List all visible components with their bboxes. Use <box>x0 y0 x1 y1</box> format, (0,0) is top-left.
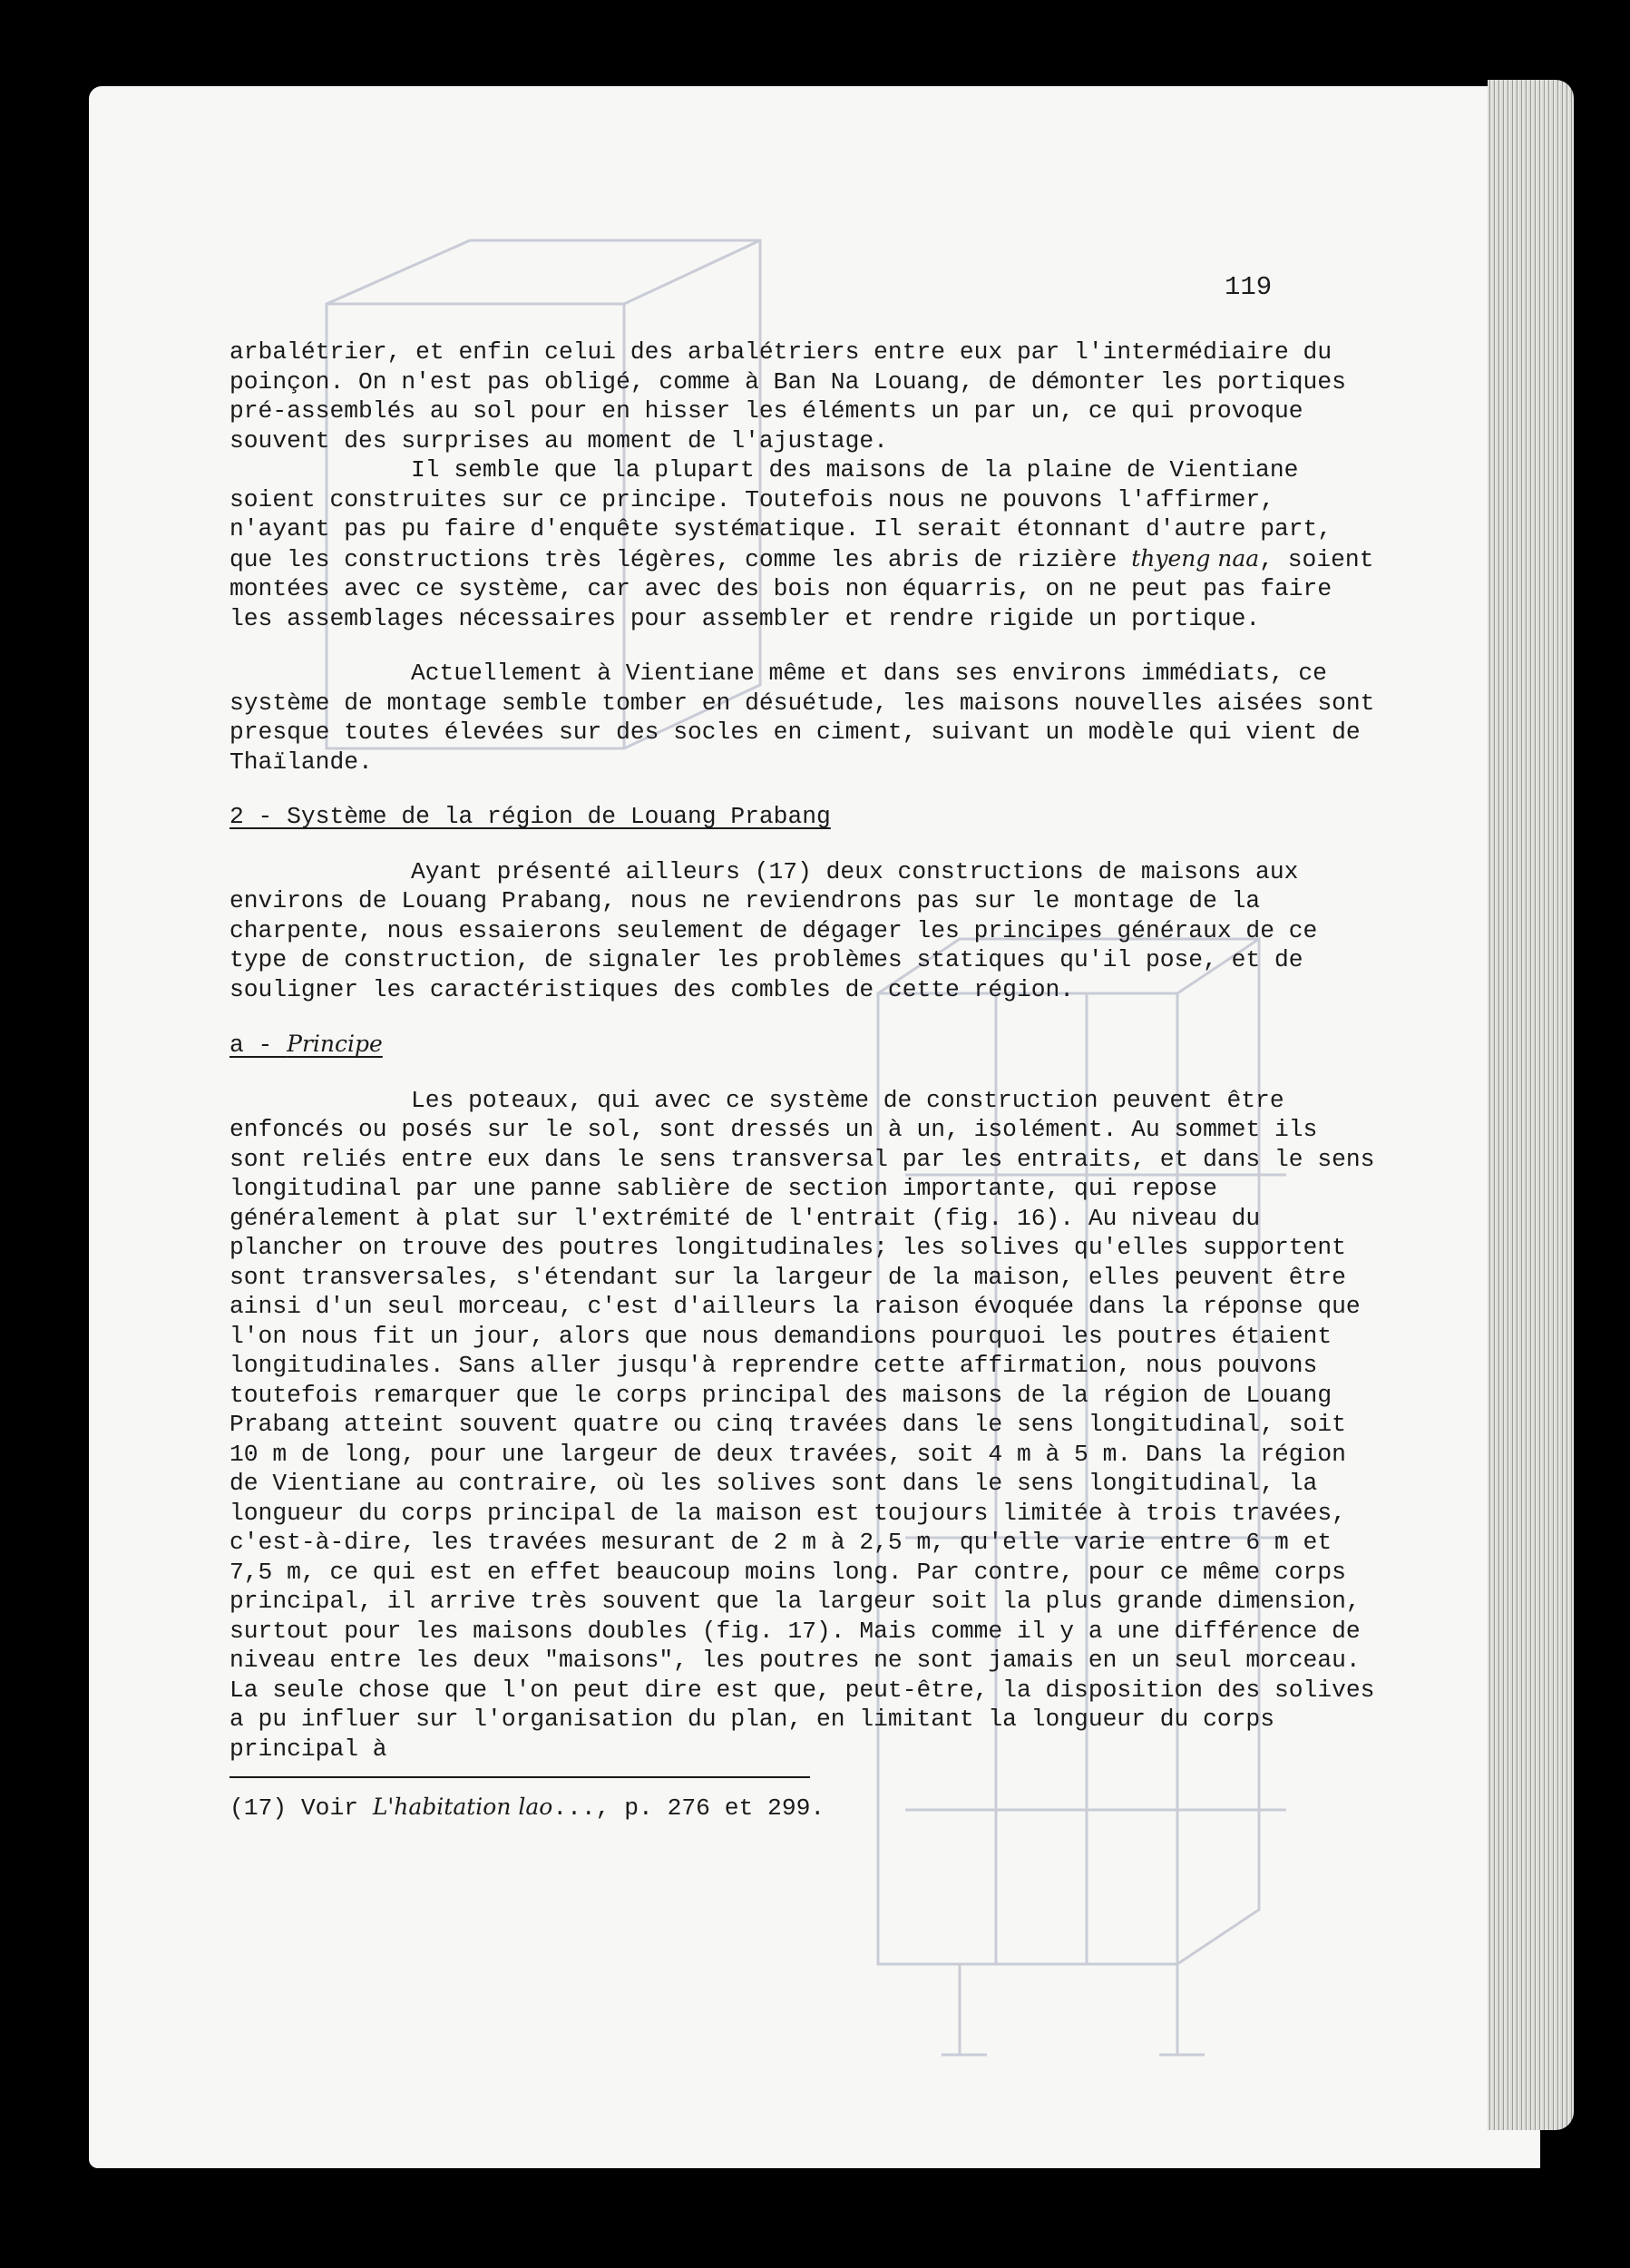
page-number: 119 <box>1225 272 1273 302</box>
subsection-title: Principe <box>287 1031 383 1057</box>
section-heading-2: 2 - Système de la région de Louang Prabang <box>229 803 831 830</box>
paragraph-1: arbalétrier, et enfin celui des arbalétriers entre eux par l'intermédiaire du poinçon. On n'est pas obligé, comme à Ban Na Louang, de démonter les portiques pré-assemblés au sol pour en hisser les éléments un par un, ce qui provoque souvent des surprises au moment de l'ajustage. <box>229 338 1346 455</box>
body-text <box>229 337 1381 1823</box>
footnote-prefix: (17) Voir <box>229 1794 373 1822</box>
subsection-prefix: a - <box>229 1031 288 1059</box>
term-thyeng-naa: thyeng naa <box>1131 544 1260 572</box>
paragraph-2 <box>229 455 1381 633</box>
paragraph-5: Les poteaux, qui avec ce système de construction peuvent être enfoncés ou posés sur le sol, sont dressés un à un, isolément. Au sommet ils sont reliés entre eux dans le sens transversal par les entraits, et dans le sens longitudinal par une panne sablière de section importante, qui repose généralement à plat sur l'extrémité de l'entrait (fig. 16). Au niveau du plancher on trouve des poutres longitudinales; les solives qu'elles supportent sont transversales, s'étendant sur la largeur de la maison, elles peuvent être ainsi d'un seul morceau, c'est d'ailleurs la raison évoquée dans la réponse que l'on nous fit un jour, alors que nous demandions pourquoi les poutres étaient longitudinales. Sans aller jusqu'à reprendre cette affirmation, nous pouvons toutefois remarquer que le corps principal des maisons de la région de Louang Prabang atteint souvent quatre ou cinq travées dans le sens longitudinal, soit 10 m de long, pour une largeur de deux travées, soit 4 m à 5 m. Dans la région de Vientiane au contraire, où les solives sont dans le sens longitudinal, la longueur du corps principal de la maison est toujours limitée à trois travées, c'est-à-dire, les travées mesurant de 2 m à 2,5 m, qu'elle varie entre 6 m et 7,5 m, ce qui est en effet beaucoup moins long. Par contre, pour ce même corps principal, il arrive très souvent que la largeur soit la plus grande dimension, surtout pour les maisons doubles (fig. 17). Mais comme il y a une différence de niveau entre les deux "maisons", les poutres ne sont jamais en un seul morceau. La seule chose que l'on peut dire est que, peut-être, la disposition des solives a pu influer sur l'organisation du plan, en limitant la longueur du corps principal à <box>229 1086 1375 1763</box>
subsection-heading-a <box>229 1030 1381 1061</box>
paragraph-4: Ayant présenté ailleurs (17) deux constructions de maisons aux environs de Louang Prabang, nous ne reviendrons pas sur le montage de la charpente, nous essaierons seulement de dégager les principes généraux de ce type de construction, de signaler les problèmes statiques qu'il pose, et de souligner les caractéristiques des combles de cette région. <box>229 857 1318 1003</box>
paragraph-2-end: , soient montées avec ce système, car avec des bois non équarris, on ne peut pas faire les assemblages nécessaires pour assembler et rendre rigide un portique. <box>229 545 1374 632</box>
paragraph-2-start: Il semble que la plupart des maisons de la plaine de Vientiane soient construites sur ce principe. Toutefois nous ne pouvons l'affirmer, n'ayant pas pu faire d'enquête systématique. Il serait étonnant d'autre part, que les constructions très légères, comme les abris de rizière <box>229 456 1332 573</box>
footnote-title: L'habitation lao <box>372 1794 553 1820</box>
footnote-rule <box>229 1776 810 1778</box>
paragraph-3: Actuellement à Vientiane même et dans ses environs immédiats, ce système de montage semble tomber en désuétude, les maisons nouvelles aisées sont presque toutes élevées sur des socles en ciment, suivant un modèle qui vient de Thaïlande. <box>229 660 1375 776</box>
footnote <box>229 1793 1381 1823</box>
footnote-suffix: ..., p. 276 et 299. <box>552 1794 825 1822</box>
